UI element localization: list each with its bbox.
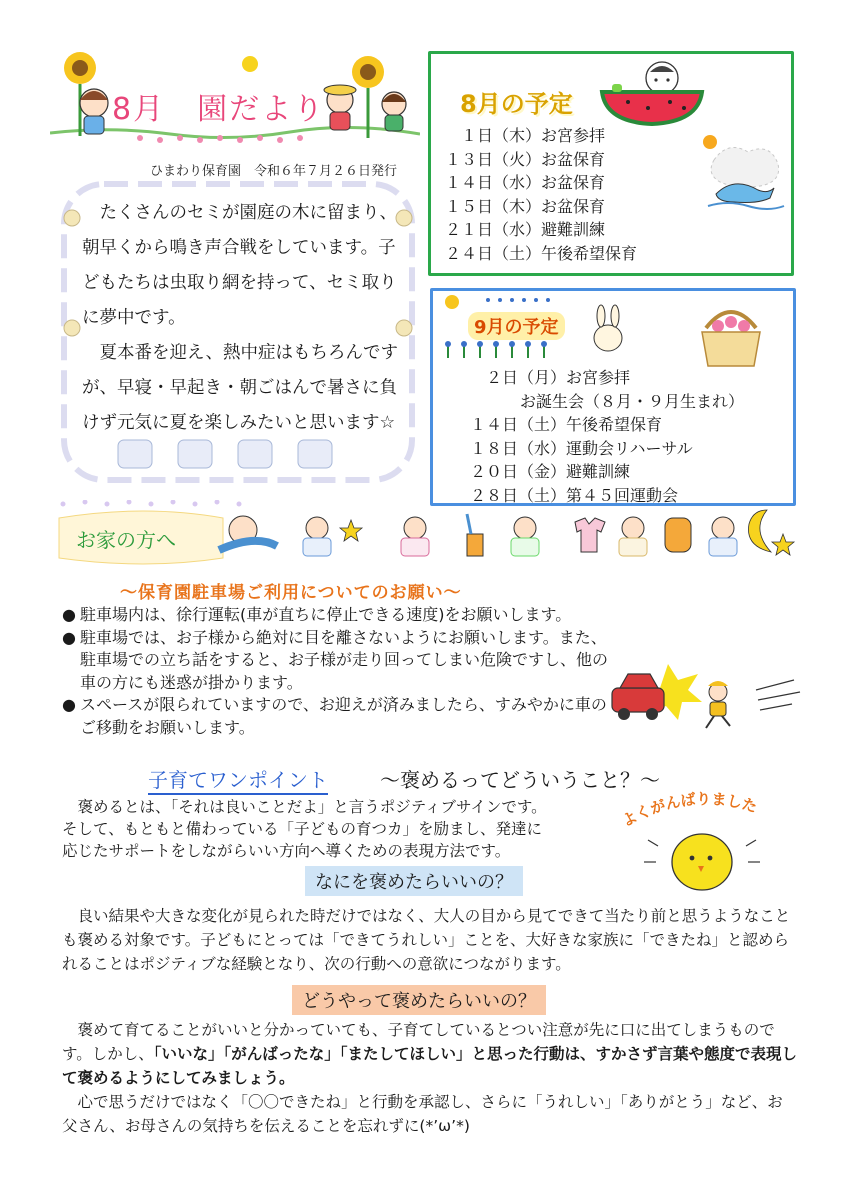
schedule-item: １５日（木）お盆保育 [445, 196, 606, 216]
flower-row-decoration [137, 135, 303, 143]
car-icon [612, 674, 664, 720]
schedule-item: ２８日（土）第４５回運動会 [470, 485, 679, 505]
publisher-line: ひまわり保育園 令和６年７月２６日発行 [150, 164, 398, 179]
shirt-icon [575, 518, 605, 552]
parking-rule-item: ● 駐車場内は、徐行運転(車が直ちに停止できる速度)をお願いします。 [62, 604, 622, 627]
august-schedule-heading: 8月の予定 [460, 90, 573, 118]
question-what-to-praise: なにを褒めたらいいの？ [305, 866, 523, 896]
family-section-title: お家の方へ [76, 528, 176, 552]
answer-how-to-praise [62, 1018, 798, 1138]
moon-icon [748, 510, 771, 552]
answer-paragraph [62, 1018, 798, 1090]
schedule-item: １４日（水）お盆保育 [445, 173, 606, 192]
page-title: 8月 園だより [112, 92, 326, 127]
sunflower-icon [352, 56, 384, 138]
question-how-to-praise: どうやって褒めたらいいの？ [292, 985, 546, 1015]
parking-rule-item: ● 駐車場では、お子様から絶対に目を離さないようにお願いします。また、駐車場での立ち話をすると、お子様が走り回ってしまい危険ですし、他の車の方にも迷惑が掛かります。 [62, 627, 622, 695]
rabbit-icon [594, 305, 622, 351]
parking-rule-item: ● スペースが限られていますので、お迎えが済みましたら、すみやかに車のご移動をお願いします。 [62, 694, 622, 739]
schedule-item: １日（木）お宮参拝 [445, 126, 606, 145]
flower-basket-illustration [698, 300, 764, 370]
watermelon-cat-illustration [598, 58, 706, 128]
answer-what-to-praise [62, 904, 798, 976]
chick-icon [672, 834, 732, 890]
september-schedule-heading: 9月の予定 [468, 312, 565, 340]
schedule-item: ２日（月）お宮参拝 [470, 368, 631, 387]
parenting-tip-subheading: ～褒めるってどういうこと？～ [380, 768, 660, 792]
august-schedule-list [445, 124, 637, 265]
answer-emphasis-text: 「いいな」「がんばったな」「またしてほしい」と思った行動は、すかさず言葉や態度で表現して褒めるようにしてみましょう。 [62, 1045, 798, 1087]
children-illustration [324, 85, 406, 131]
car-child-illustration [606, 656, 806, 736]
good-job-sticker [606, 782, 806, 900]
svg-text:よくがんばりました [619, 790, 759, 830]
parenting-tip-heading: 子育てワンポイント [148, 764, 328, 795]
schedule-item: ２０日（金）避難訓練 [470, 462, 631, 481]
schedule-item: １８日（水）運動会リハーサル [470, 438, 693, 458]
child-illustration [80, 89, 108, 134]
praise-intro-line: 応じたサポートをしながらいい方向へ導くための表現方法です。 [62, 842, 511, 860]
greeting-paragraph: 夏本番を迎え、熱中症はもちろんですが、早寝・早起き・朝ごはんで暑さに負けず元気に夏を楽しみたいと思います☆ [82, 343, 399, 433]
answer-paragraph: 心で思うだけではなく「〇〇できたね」と行動を承認し、さらに「うれしい」「ありがとう」など、お父さん、お母さんの気持ちを伝えることを忘れずに(*’ω’*) [62, 1093, 783, 1135]
baby-icon [219, 516, 277, 550]
running-child-icon [706, 681, 730, 728]
backpack-icon [665, 518, 691, 552]
sun-icon [242, 56, 258, 72]
greeting-text [82, 196, 407, 441]
greeting-paragraph: たくさんのセミが園庭の木に留まり、朝早くから鳴き声合戦をしています。子どもたちは虫取り網を持って、セミ取りに夢中です。 [82, 203, 397, 328]
praise-intro-text [62, 796, 602, 862]
schedule-item: ２４日（土）午後希望保育 [445, 243, 638, 263]
parking-heading: ～保育園駐車場ご利用についてのお願い～ [120, 583, 462, 603]
schedule-item: １３日（火）お盆保育 [445, 149, 606, 169]
toothbrush-cup-icon [467, 514, 483, 556]
september-schedule-list [470, 366, 744, 507]
praise-intro-line: 褒めるとは、「それは良いことだよ」と言うポジティブサインです。 [62, 798, 547, 816]
schedule-item: ２１日（水）避難訓練 [445, 220, 606, 239]
schedule-item: お誕生会（８月・９月生まれ） [520, 391, 745, 411]
sticker-text: よくがんばりました [618, 789, 760, 831]
answer-paragraph: 良い結果や大きな変化が見られた時だけではなく、大人の目から見てできて当たり前と思うようなことも褒める対象です。子どもにとっては「できてうれしい」ことを、大好きな家族に「できたね」と認められることはポジティブな経験となり、次の行動への意欲につながります。 [62, 907, 791, 973]
schedule-item: １４日（土）午後希望保育 [470, 415, 663, 434]
whale-illustration [698, 130, 786, 214]
praise-intro-line: そして、もともと備わっている「子どもの育つカ」を励まし、発達に [62, 820, 543, 838]
parking-rules-list [62, 604, 622, 739]
answer-text: 褒めて育てることがいいと分かっていても、子育てしているとつい注意が先に口に出てしまうものです。しかし、 [62, 1021, 775, 1063]
